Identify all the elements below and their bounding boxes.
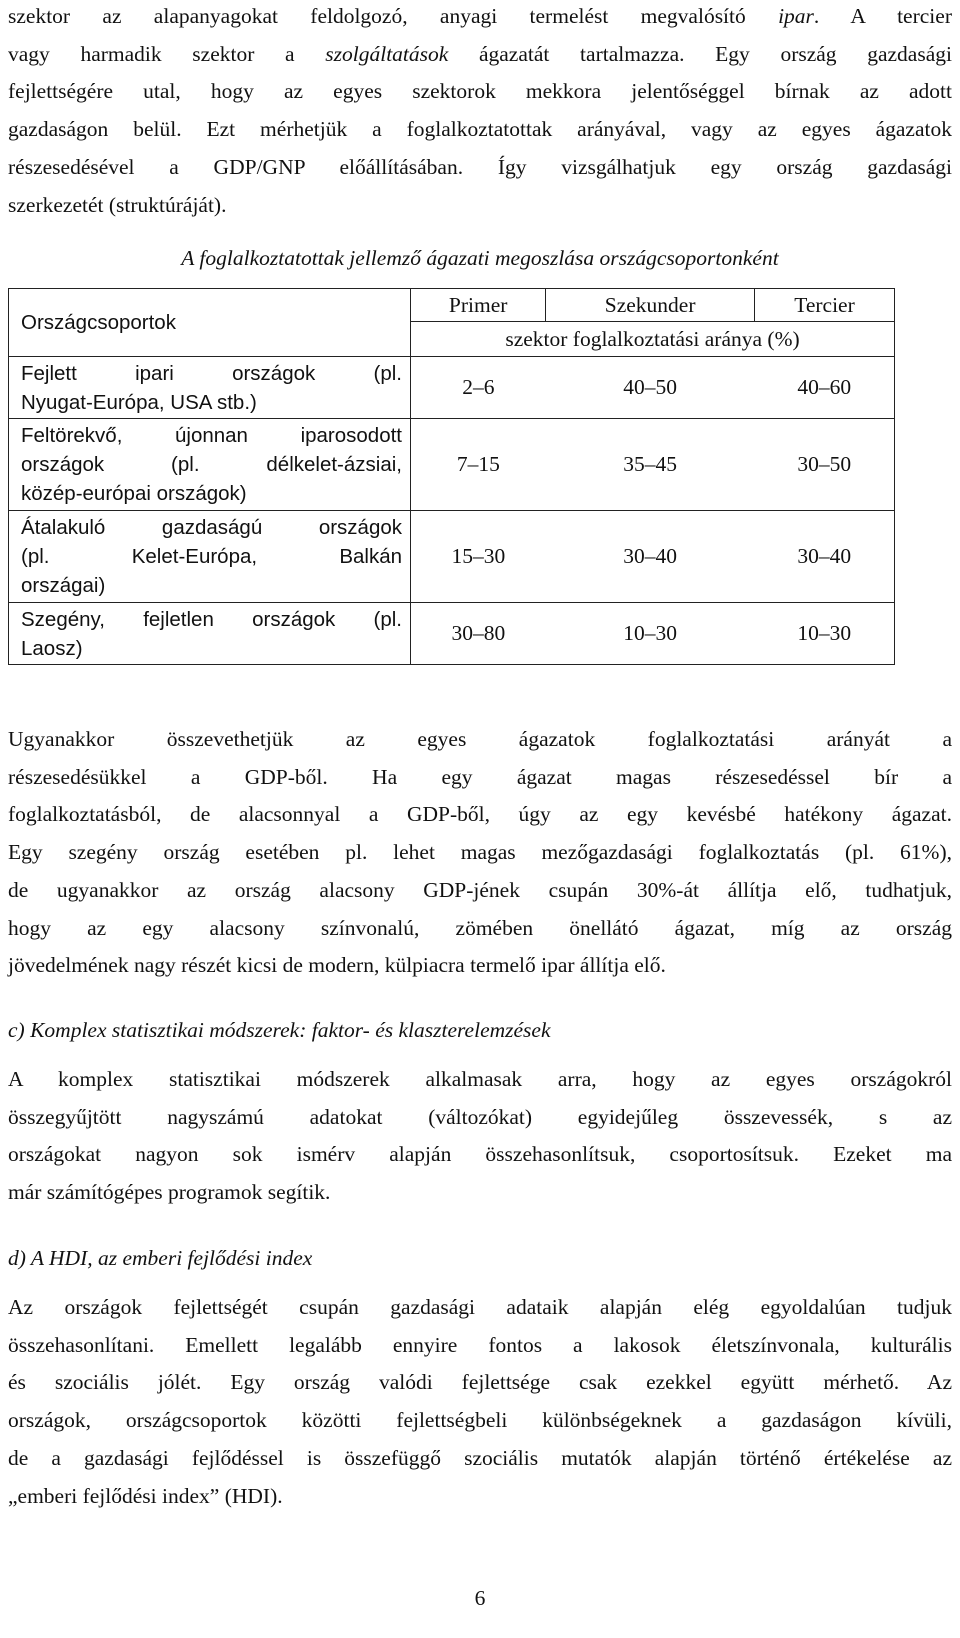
text-line: országokat nagyon sok ismérv alapján összehasonlítsuk, csoportosítsuk. Ezeket ma: [8, 1142, 952, 1167]
value-cell: 30–80: [411, 603, 546, 665]
table-row: [9, 603, 895, 665]
text-line: Ugyanakkor összevethetjük az egyes ágazatok foglalkoztatási arányát a: [8, 727, 952, 751]
sector-header-szekunder: Szekunder: [546, 289, 755, 322]
group-cell: Fejlett ipari országok (pl. Nyugat-Európa, USA stb.): [9, 357, 411, 419]
value-cell: 7–15: [411, 419, 546, 511]
text-line: Az országok fejlettségét csupán gazdasági adataik alapján elég egyoldalúan tudjuk: [8, 1295, 952, 1319]
page-number: 6: [474, 1586, 486, 1610]
text-line: szerkezetét (struktúráját).: [8, 192, 227, 217]
table-row: [9, 419, 895, 511]
sector-header-primer: Primer: [411, 289, 546, 322]
value-cell: 35–45: [546, 419, 755, 511]
text-line: hogy az egy alacsony színvonalú, zömében önellátó ágazat, míg az ország: [8, 915, 952, 940]
text-line: fejlettségére utal, hogy az egyes szektorok mekkora jelentőséggel bírnak az adott: [8, 79, 952, 104]
paragraph-comparison: [8, 721, 952, 985]
group-header-cell: Országcsoportok: [9, 289, 411, 357]
value-cell: 40–60: [754, 357, 894, 419]
sector-subheader: szektor foglalkoztatási aránya (%): [411, 322, 895, 357]
value-cell: 2–6: [411, 357, 546, 419]
text-line: országok, országcsoportok közötti fejlettségbeli különbségeknek a gazdaságon kívüli,: [8, 1408, 952, 1433]
text-line: Egy szegény ország esetében pl. lehet magas mezőgazdasági foglalkoztatás (pl. 61%),: [8, 840, 952, 865]
group-cell: Feltörekvő, újonnan iparosodott országok (pl. délkelet-ázsiai, közép-európai országok): [9, 419, 411, 511]
text-line: gazdaságon belül. Ezt mérhetjük a foglalkoztatottak arányával, vagy az egyes ágazatok: [8, 117, 952, 142]
value-cell: 10–30: [546, 603, 755, 665]
sector-header-tercier: Tercier: [754, 289, 894, 322]
text-line: jövedelmének nagy részét kicsi de modern, külpiacra termelő ipar állítja elő.: [8, 953, 666, 978]
text-line: A komplex statisztikai módszerek alkalmasak arra, hogy az egyes országokról: [8, 1067, 952, 1091]
value-cell: 30–40: [546, 511, 755, 603]
text-line: vagy harmadik szektor a szolgáltatások ágazatát tartalmazza. Egy ország gazdasági: [8, 41, 952, 66]
text-line: „emberi fejlődési index” (HDI).: [8, 1483, 283, 1508]
text-line: részesedésével a GDP/GNP előállításában. Így vizsgálhatjuk egy ország gazdasági: [8, 154, 952, 179]
paragraph-complex-methods: [8, 1061, 952, 1212]
value-cell: 30–50: [754, 419, 894, 511]
text-line: már számítógépes programok segítik.: [8, 1180, 331, 1205]
text-line: részesedésükkel a GDP-ből. Ha egy ágazat magas részesedéssel bír a: [8, 764, 952, 789]
value-cell: 15–30: [411, 511, 546, 603]
intro-paragraph: [8, 0, 952, 224]
paragraph-hdi: [8, 1289, 952, 1515]
text-line: de a gazdasági fejlődéssel is összefüggő szociális mutatók alapján történő értékelése az: [8, 1445, 952, 1470]
table-row: [9, 511, 895, 603]
value-cell: 30–40: [754, 511, 894, 603]
text-line: de ugyanakkor az ország alacsony GDP-jének csupán 30%-át állítja elő, tudhatjuk,: [8, 877, 952, 902]
text-line: foglalkoztatásból, de alacsonnyal a GDP-ből, úgy az egy kevésbé hatékony ágazat.: [8, 802, 952, 827]
value-cell: 40–50: [546, 357, 755, 419]
text-line: szektor az alapanyagokat feldolgozó, anyagi termelést megvalósító ipar. A tercier: [8, 4, 952, 28]
value-cell: 10–30: [754, 603, 894, 665]
section-heading-c: c) Komplex statisztikai módszerek: faktor- és klaszterelemzések: [8, 1018, 551, 1042]
section-heading-d: d) A HDI, az emberi fejlődési index: [8, 1246, 313, 1270]
employment-table: [8, 288, 895, 665]
text-line: és szociális jólét. Egy ország valódi fejlettsége csak ezekkel együtt mérhető. Az: [8, 1370, 952, 1395]
table-caption: A foglalkoztatottak jellemző ágazati megoszlása országcsoportonként: [181, 246, 779, 270]
text-line: összegyűjtött nagyszámú adatokat (változókat) egyidejűleg összevessék, s az: [8, 1104, 952, 1129]
table-row: [9, 357, 895, 419]
group-cell: Szegény, fejletlen országok (pl. Laosz): [9, 603, 411, 665]
text-line: összehasonlítani. Emellett legalább ennyire fontos a lakosok életszínvonala, kulturális: [8, 1332, 952, 1357]
group-cell: Átalakuló gazdaságú országok (pl. Kelet-Európa, Balkán országai): [9, 511, 411, 603]
